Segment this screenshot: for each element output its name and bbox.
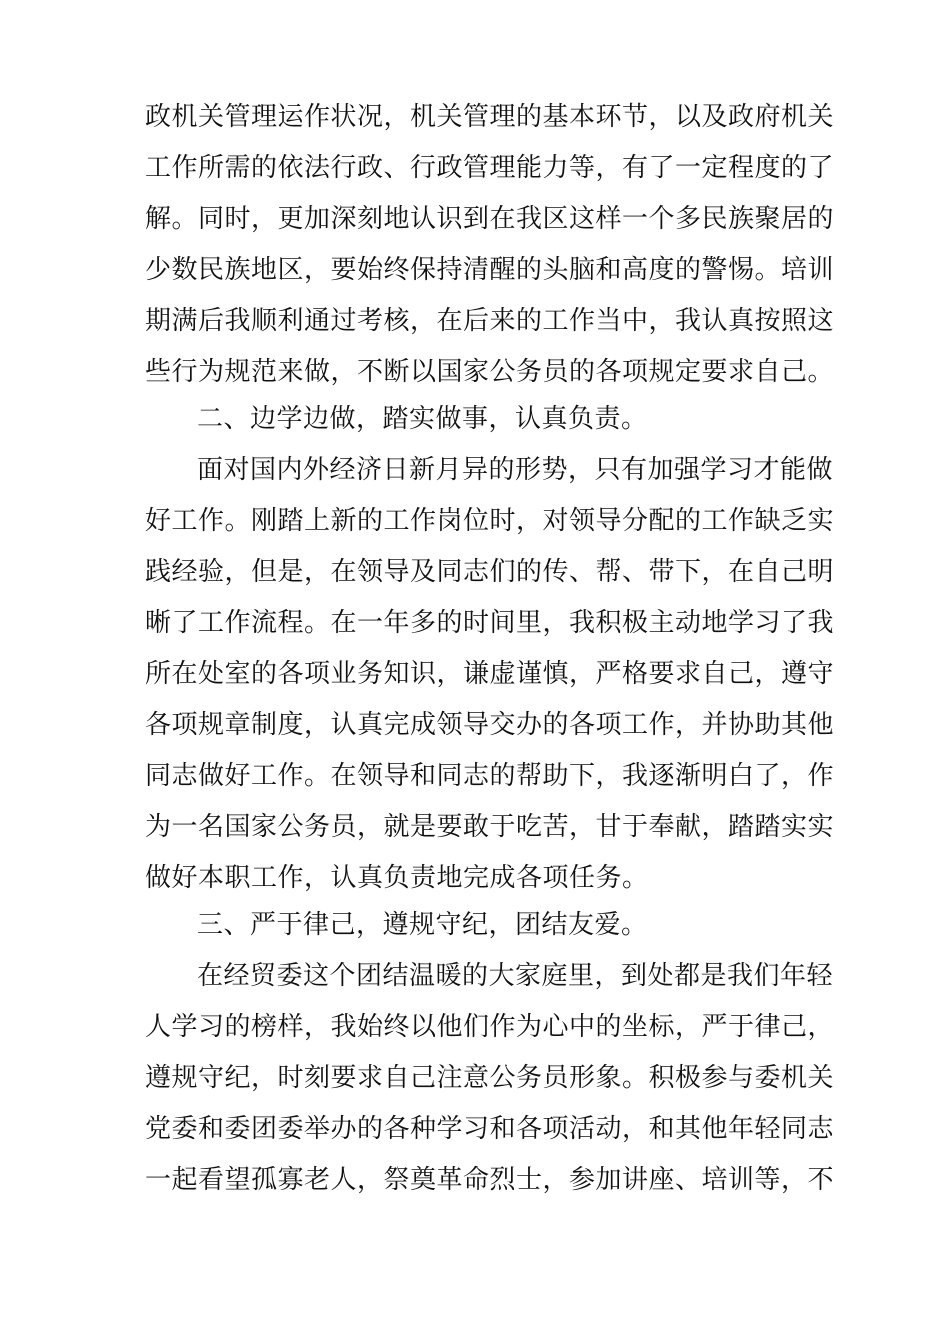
text-line: 好工作。刚踏上新的工作岗位时，对领导分配的工作缺乏实 (145, 506, 835, 536)
text-line: 工作所需的依法行政、行政管理能力等，有了一定程度的了 (145, 153, 835, 183)
paragraph-start: 在经贸委这个团结温暖的大家庭里，到处都是我们年轻 (197, 961, 834, 991)
section-heading-2: 二、边学边做，踏实做事，认真负责。 (197, 404, 648, 434)
text-line: 少数民族地区，要始终保持清醒的头脑和高度的警惕。培训 (145, 255, 835, 285)
section-heading-3: 三、严于律己，遵规守纪，团结友爱。 (197, 910, 648, 940)
text-line: 所在处室的各项业务知识，谦虚谨慎，严格要求自己，遵守 (145, 659, 835, 689)
text-line: 同志做好工作。在领导和同志的帮助下，我逐渐明白了，作 (145, 761, 835, 791)
text-line: 一起看望孤寡老人，祭奠革命烈士，参加讲座、培训等，不 (145, 1165, 835, 1195)
text-line: 各项规章制度，认真完成领导交办的各项工作，并协助其他 (145, 710, 835, 740)
text-line: 解。同时，更加深刻地认识到在我区这样一个多民族聚居的 (145, 204, 835, 234)
text-line: 些行为规范来做，不断以国家公务员的各项规定要求自己。 (145, 357, 835, 387)
text-line: 为一名国家公务员，就是要敢于吃苦，甘于奉献，踏踏实实 (145, 812, 835, 842)
text-line: 做好本职工作，认真负责地完成各项任务。 (145, 863, 649, 893)
text-line: 践经验，但是，在领导及同志们的传、帮、带下，在自己明 (145, 557, 835, 587)
text-line: 人学习的榜样，我始终以他们作为心中的坐标，严于律己， (145, 1012, 835, 1042)
text-line: 党委和委团委举办的各种学习和各项活动，和其他年轻同志 (145, 1114, 835, 1144)
text-line: 晰了工作流程。在一年多的时间里，我积极主动地学习了我 (145, 608, 835, 638)
text-line: 期满后我顺利通过考核，在后来的工作当中，我认真按照这 (145, 306, 835, 336)
text-line: 政机关管理运作状况，机关管理的基本环节，以及政府机关 (145, 102, 835, 132)
paragraph-start: 面对国内外经济日新月异的形势，只有加强学习才能做 (197, 455, 834, 485)
text-line: 遵规守纪，时刻要求自己注意公务员形象。积极参与委机关 (145, 1063, 835, 1093)
